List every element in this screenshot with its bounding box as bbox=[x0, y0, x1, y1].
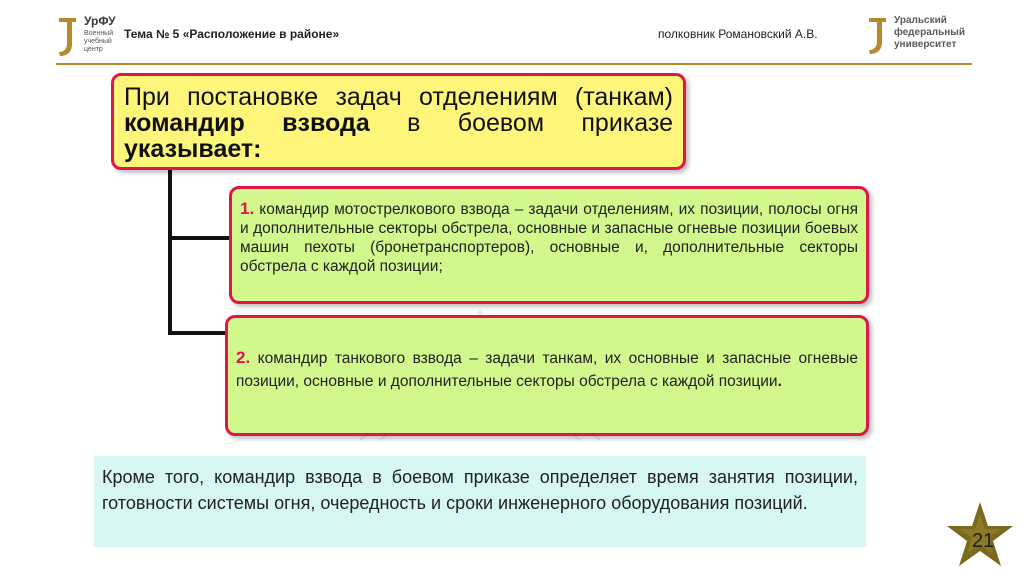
connector-to-item-2 bbox=[168, 331, 228, 335]
logo-subtitle: Военный учебный центр bbox=[84, 30, 114, 53]
title-box bbox=[111, 73, 686, 170]
connector-to-item-1 bbox=[168, 236, 232, 240]
item-text-end: . bbox=[777, 373, 782, 390]
header-divider bbox=[56, 63, 972, 65]
page-number: 21 bbox=[972, 530, 995, 552]
author-name: полковник Романовский А.В. bbox=[658, 27, 818, 41]
title-text-bold2: указывает: bbox=[124, 135, 262, 163]
urfu-university-logo bbox=[866, 14, 986, 54]
title-text-bold1: командир взвода bbox=[124, 109, 370, 137]
topic-title: Тема № 5 «Расположение в районе» bbox=[124, 27, 340, 41]
item-box-1 bbox=[229, 186, 869, 304]
title-text-part1: При постановке задач отделениям (танкам) bbox=[124, 83, 673, 111]
university-name: Уральский федеральный университет bbox=[894, 15, 965, 50]
item-number: 2. bbox=[236, 348, 251, 367]
item-text: командир танкового взвода – задачи танкам, их основные и запасные огневые позиции, основные и дополнительные секторы обстрела с каждой позиции bbox=[236, 350, 858, 390]
item-box-2 bbox=[225, 315, 869, 436]
item-text: командир мотострелкового взвода – задачи отделениям, их позиции, полосы огня и дополнительные секторы обстрела, основные и запасные огневые позиции боевых машин пехоты (бронетранспортеров), основные и, дополнительные секторы обстрела с каждой позиции; bbox=[240, 201, 858, 275]
urfu-emblem-icon bbox=[56, 16, 80, 58]
logo-brand: УрФУ bbox=[84, 14, 116, 28]
note-box: Кроме того, командир взвода в боевом приказе определяет время занятия позиции, готовности системы огня, очередность и сроки инженерного оборудования позиций. bbox=[94, 456, 866, 547]
urfu-emblem-icon bbox=[866, 16, 890, 56]
title-text-part2: в боевом приказе bbox=[369, 109, 673, 137]
connector-vertical bbox=[168, 170, 172, 335]
urfu-military-center-logo bbox=[56, 14, 116, 60]
item-number: 1. bbox=[240, 199, 255, 218]
